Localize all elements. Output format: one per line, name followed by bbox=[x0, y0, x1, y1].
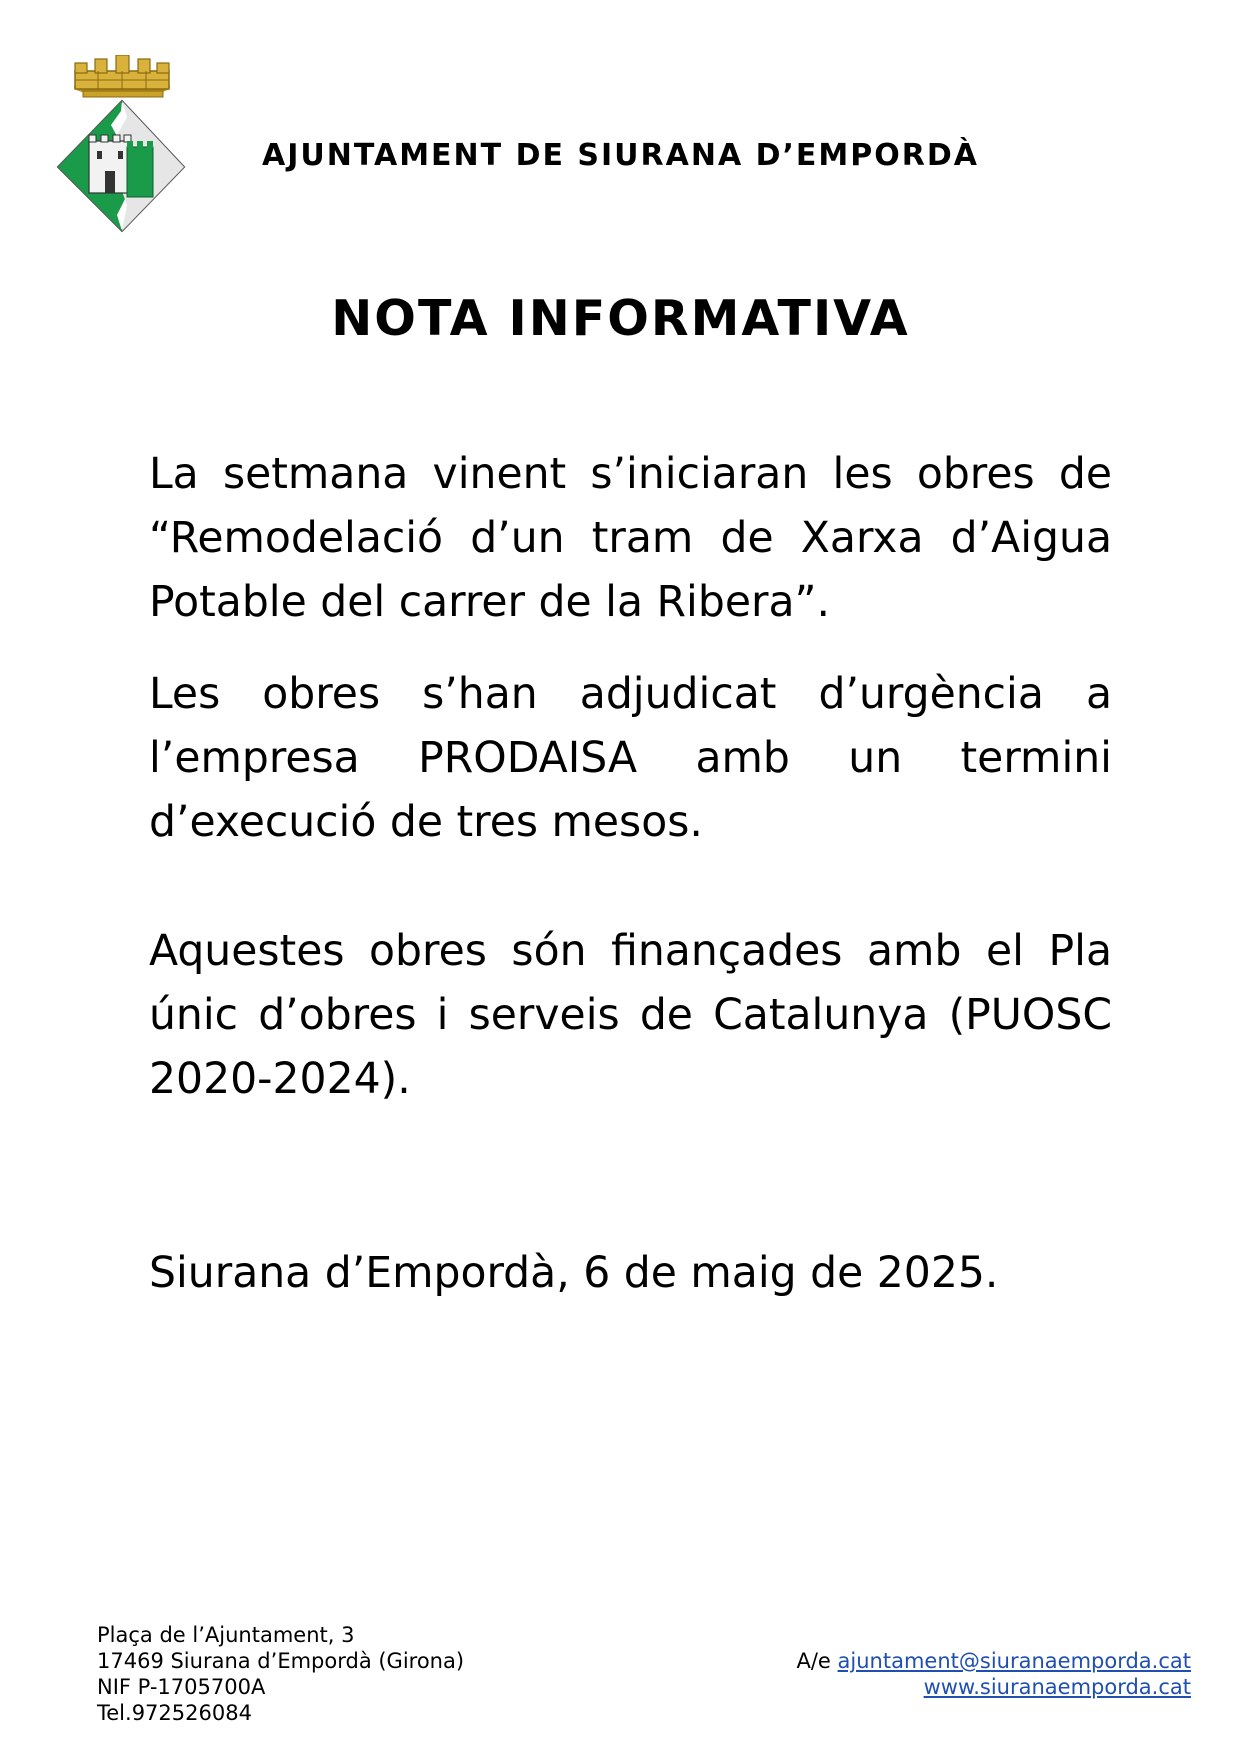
crown-icon bbox=[74, 55, 170, 97]
address-line: 17469 Siurana d’Empordà (Girona) bbox=[97, 1649, 465, 1673]
paragraph-2: Les obres s’han adjudicat d’urgència a l’empresa PRODAISA amb un termini d’execució de tres mesos. bbox=[149, 670, 1112, 847]
email-prefix: A/e bbox=[796, 1649, 831, 1673]
nif-line: NIF P-1705700A bbox=[97, 1675, 266, 1699]
paragraph-1: La setmana vinent s’iniciaran les obres de “Remodelació d’un tram de Xarxa d’Aigua Potable del carrer de la Ribera”. bbox=[149, 450, 1112, 627]
phone-line: Tel.972526084 bbox=[97, 1701, 252, 1725]
email-line bbox=[796, 1648, 1191, 1674]
email-link[interactable]: ajuntament@siuranaemporda.cat bbox=[837, 1649, 1191, 1673]
document-title: NOTA INFORMATIVA bbox=[331, 290, 910, 347]
address-line: Plaça de l’Ajuntament, 3 bbox=[97, 1623, 355, 1647]
footer-contact bbox=[796, 1648, 1191, 1700]
place-and-date: Siurana d’Empordà, 6 de maig de 2025. bbox=[149, 1249, 999, 1298]
organization-name: AJUNTAMENT DE SIURANA D’EMPORDÀ bbox=[262, 138, 979, 173]
shield-icon bbox=[58, 101, 184, 231]
paragraph-3: Aquestes obres són finançades amb el Pla únic d’obres i serveis de Catalunya (PUOSC 2020-2024). bbox=[149, 927, 1112, 1104]
website-link[interactable]: www.siuranaemporda.cat bbox=[923, 1675, 1191, 1699]
website-line bbox=[796, 1674, 1191, 1700]
coat-of-arms-icon bbox=[55, 55, 190, 235]
footer-address bbox=[97, 1622, 464, 1726]
